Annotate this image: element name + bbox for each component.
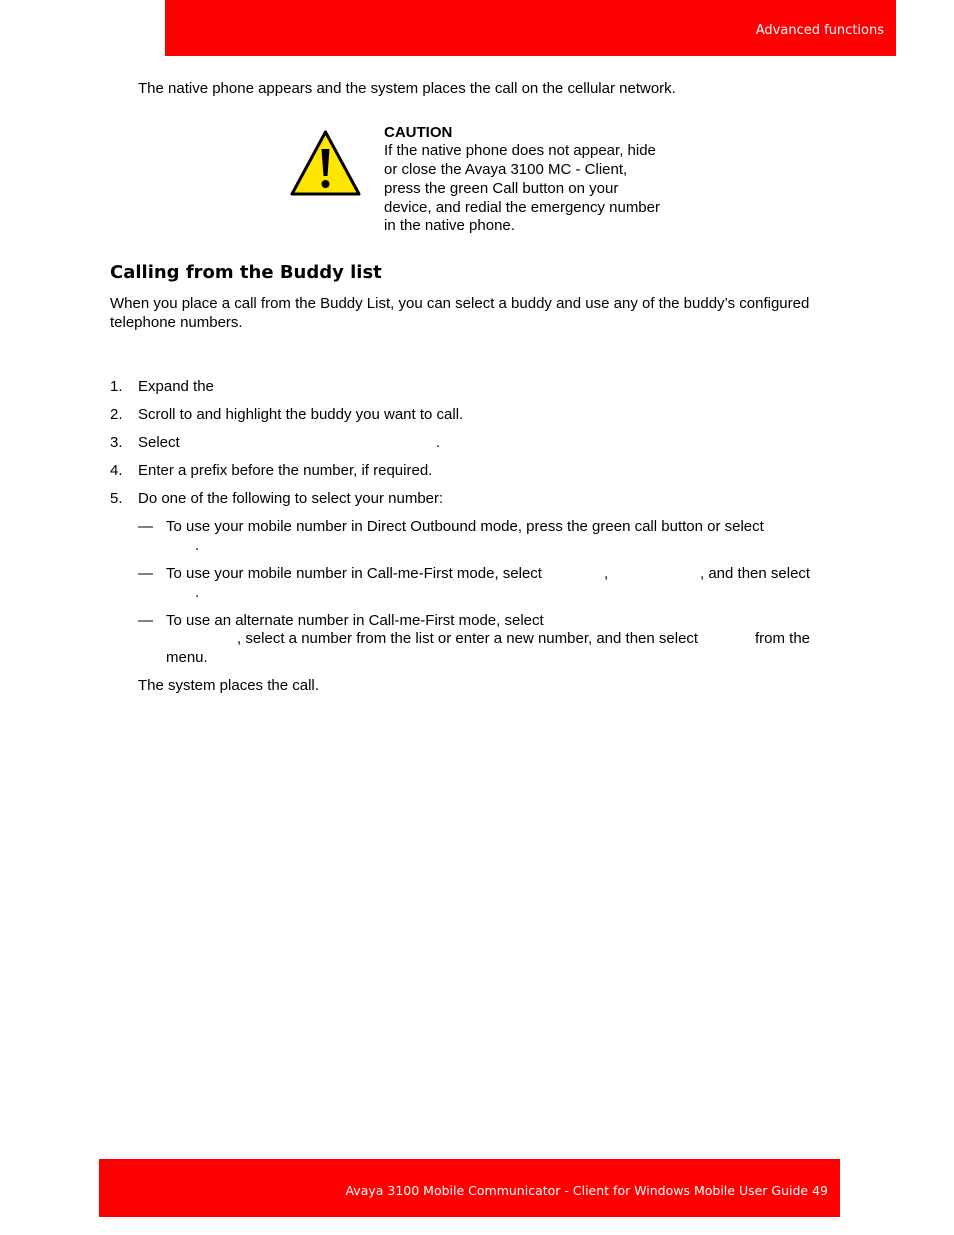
option-text: , select a number from the list or enter a new number, and then select — [237, 630, 699, 647]
step-number: 1. — [110, 378, 123, 395]
option-text: To use an alternate number in Call-me-First mode, select — [166, 612, 544, 629]
caution-line: in the native phone. — [384, 217, 515, 234]
option-dash: — — [138, 565, 153, 582]
header-bar — [165, 0, 896, 56]
footer-bar — [99, 1159, 840, 1217]
option-dash: — — [138, 612, 153, 629]
step-number: 2. — [110, 406, 123, 423]
step-text-tail: . — [436, 434, 441, 451]
option-text: To use your mobile number in Direct Outbound mode, press the green call button or select — [166, 518, 764, 535]
caution-line: device, and redial the emergency number — [384, 199, 660, 216]
section-heading: Calling from the Buddy list — [110, 262, 382, 283]
intro-text: The native phone appears and the system places the call on the cellular network. — [138, 80, 676, 97]
section-paragraph: When you place a call from the Buddy List, you can select a buddy and use any of the buddy’s configured — [110, 295, 810, 312]
option-text: . — [195, 584, 200, 601]
step-text: Select — [138, 434, 180, 451]
option-text: . — [195, 537, 200, 554]
section-paragraph: telephone numbers. — [110, 314, 243, 331]
result-text: The system places the call. — [138, 677, 319, 694]
option-text: menu. — [166, 649, 208, 666]
option-dash: — — [138, 518, 153, 535]
step-number: 4. — [110, 462, 123, 479]
step-number: 5. — [110, 490, 123, 507]
footer-text: Avaya 3100 Mobile Communicator - Client for Windows Mobile User Guide 49 — [345, 1183, 828, 1198]
warning-triangle-icon — [289, 129, 362, 198]
option-text: , — [604, 565, 609, 582]
header-title: Advanced functions — [755, 23, 884, 38]
step-text: Expand the — [138, 378, 214, 395]
caution-line: If the native phone does not appear, hide — [384, 142, 656, 159]
option-text: To use your mobile number in Call-me-First mode, select — [166, 565, 542, 582]
option-text: , and then select — [700, 565, 811, 582]
option-text: from the — [755, 630, 811, 647]
step-text: Do one of the following to select your number: — [138, 490, 444, 507]
caution-line: press the green Call button on your — [384, 180, 619, 197]
caution-title: CAUTION — [384, 124, 453, 141]
caution-line: or close the Avaya 3100 MC - Client, — [384, 161, 628, 178]
step-text: Scroll to and highlight the buddy you want to call. — [138, 406, 464, 423]
step-text: Enter a prefix before the number, if required. — [138, 462, 433, 479]
step-number: 3. — [110, 434, 123, 451]
